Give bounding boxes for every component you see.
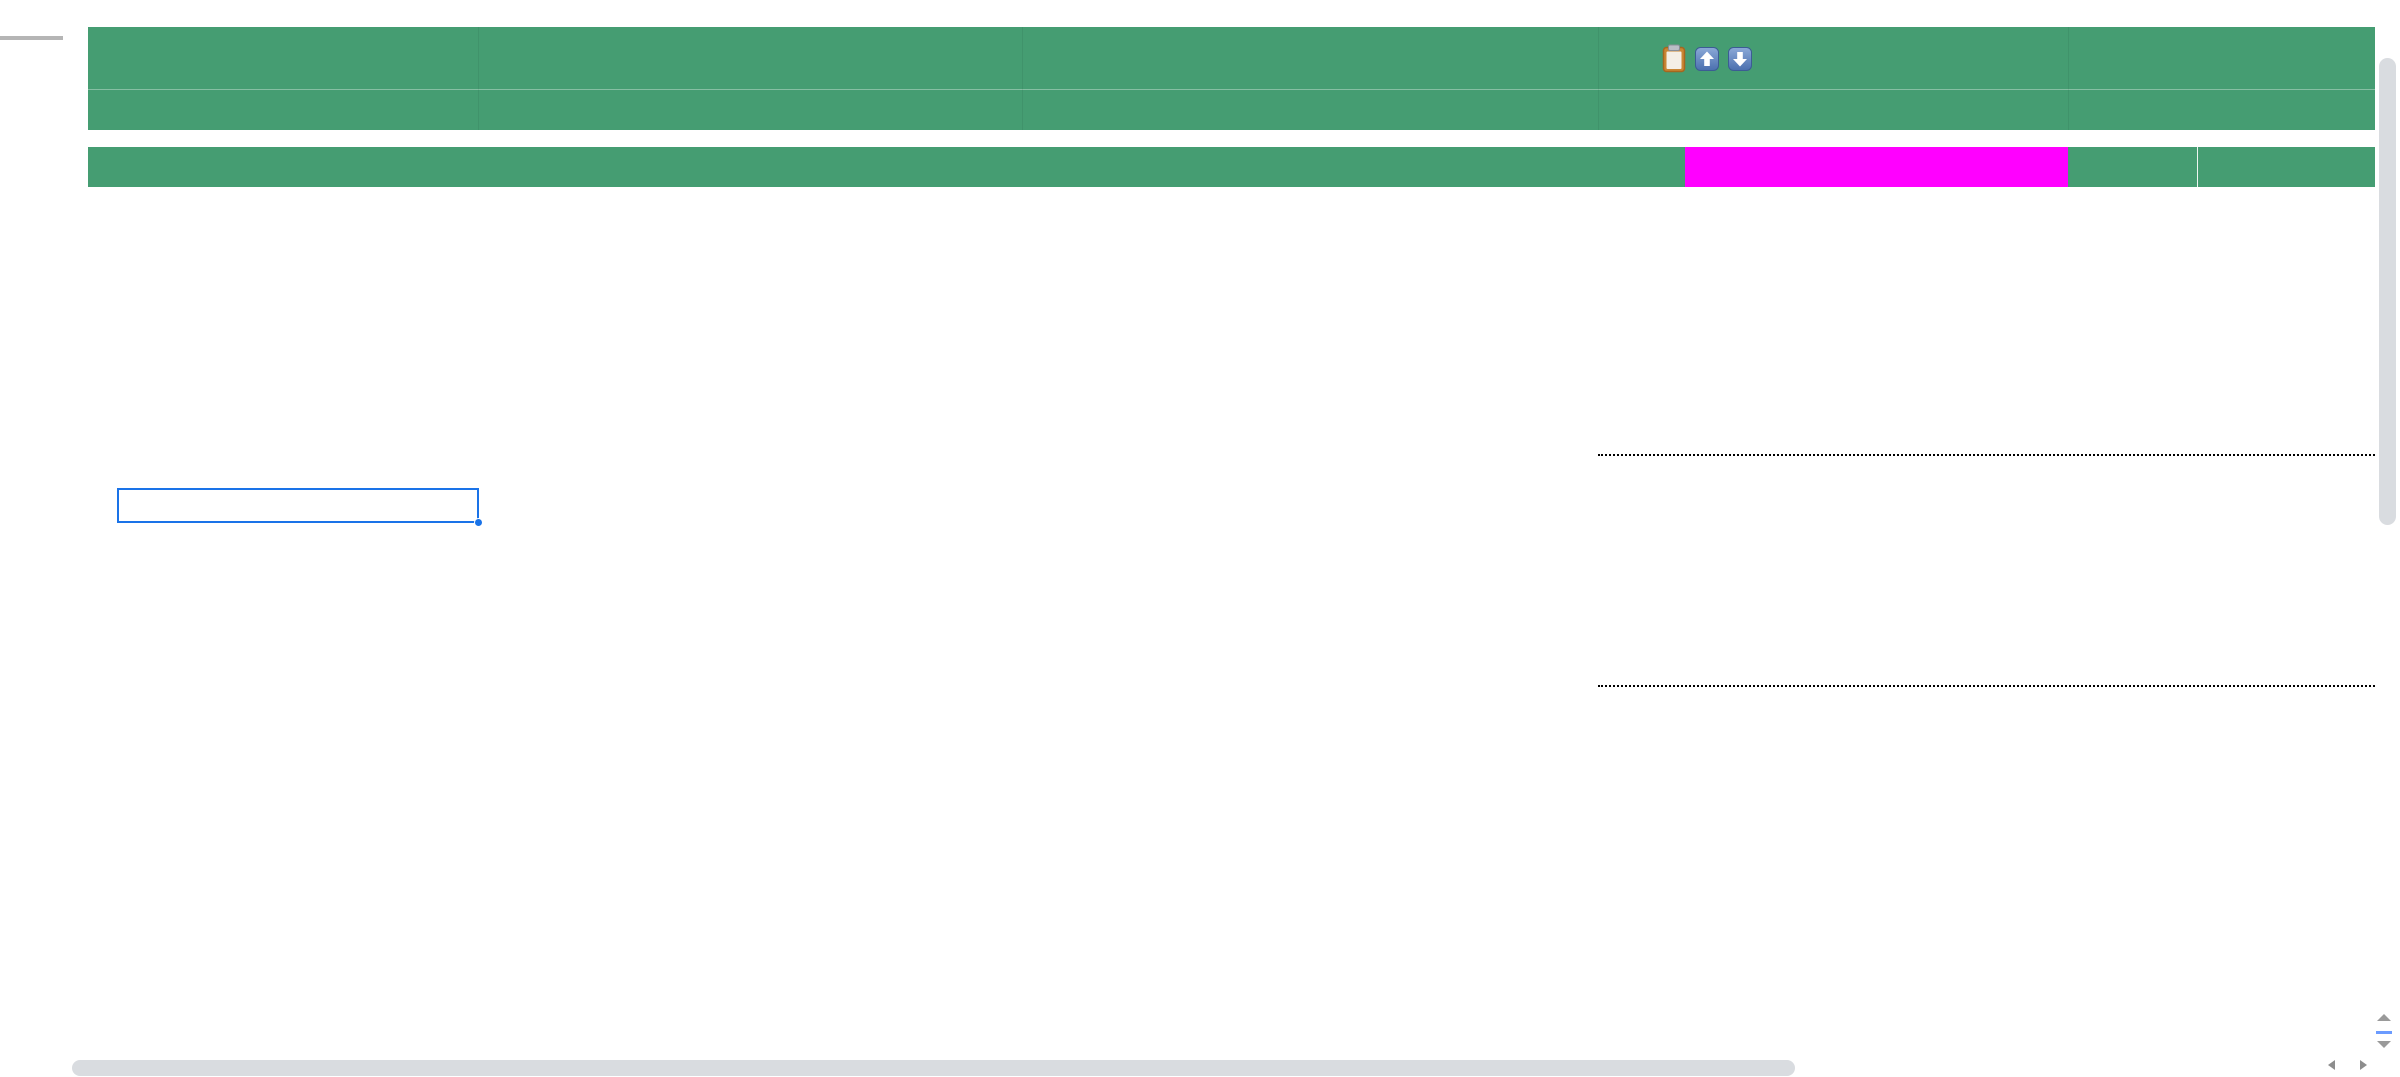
scroll-down-icon[interactable] — [2377, 1041, 2391, 1048]
pie-score-banner[interactable] — [2197, 147, 2400, 187]
clipboard-icon — [1662, 44, 1686, 73]
scroll-corner — [2300, 1053, 2400, 1077]
fill-handle[interactable] — [474, 518, 483, 527]
hidden-row-indicator — [0, 36, 63, 40]
dotted-separator — [1598, 454, 2375, 456]
scroll-left-icon[interactable] — [2328, 1060, 2335, 1070]
scroll-up-icon[interactable] — [2377, 1014, 2391, 1021]
down-arrow-icon — [1728, 47, 1752, 71]
dotted-separator — [1598, 685, 2375, 687]
dlp-title-cell[interactable] — [1662, 27, 1767, 90]
subtitle-cell[interactable] — [478, 90, 2400, 130]
vertical-thumb-mini[interactable] — [2376, 1031, 2392, 1034]
vertical-scrollbar-thumb[interactable] — [2379, 58, 2396, 525]
up-arrow-icon — [1695, 47, 1719, 71]
horizontal-scrollbar-thumb[interactable] — [72, 1060, 1795, 1076]
selected-cell-outline[interactable] — [117, 488, 479, 523]
scroll-right-icon[interactable] — [2360, 1060, 2367, 1070]
your-name-banner[interactable] — [1685, 147, 2068, 187]
title-band — [88, 27, 2375, 90]
